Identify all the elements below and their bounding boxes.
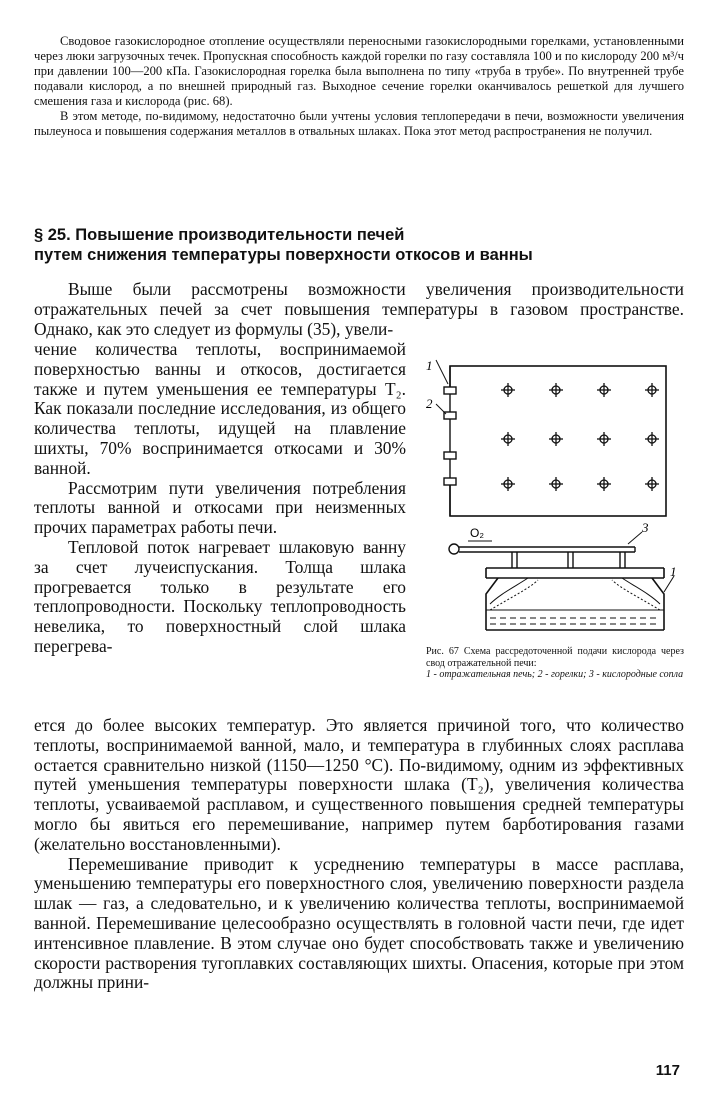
section-heading bbox=[34, 225, 684, 265]
paragraph-heat-distribution: чение количества теплоты, воспринимаемой поверхностью ванны и откосов, достигается также и путем уменьшения ее температуры T₂. Как показали последние исследования, из общего количества теплоты, идущей на плавление шихты, 70% воспринимается откосами и 30% ванной. bbox=[34, 339, 406, 478]
figure-label-o2: O₂ bbox=[470, 526, 484, 540]
top-small-text bbox=[34, 34, 684, 139]
figure-label-1-bottom: 1 bbox=[670, 564, 677, 579]
body-text-narrow bbox=[34, 340, 406, 657]
paragraph-intro: Выше были рассмотрены возможности увеличения производительности отражательных печей за счет повышения температуры в газовом пространстве. Однако, как это следует из формулы (35), увели- bbox=[34, 279, 684, 339]
section-heading-line-2: путем снижения температуры поверхности откосов и ванны bbox=[34, 246, 533, 264]
paragraph-method-note: В этом методе, по-видимому, недостаточно были учтены условия теплопередачи в печи, возможности увеличения пылеуноса и повышения содержания металлов в отвальных шлаках. Пока этот метод распространения не получил. bbox=[34, 109, 684, 138]
caption-title: Рис. 67 Схема рассредоточенной подачи кислорода через свод отражательной печи: bbox=[426, 646, 684, 669]
figure-67 bbox=[420, 354, 684, 684]
furnace-section bbox=[486, 568, 664, 630]
paragraph-mixing: Перемешивание приводит к усреднению температуры в массе расплава, уменьшению температуры его поверхностного слоя, увеличению поверхности раздела шлак — газ, а следовательно, и к увеличению количества теплоты, воспринимаемой ванной. Перемешивание целесообразно осуществлять в головной части печи, где идет интенсивное плавление. В этом случае оно будет способствовать также и увеличению скорости растворения тугоплавких составляющих шихты. Опасения, которые при этом должны прини- bbox=[34, 853, 684, 993]
body-text-full-2 bbox=[34, 716, 684, 993]
oxygen-nozzles bbox=[501, 383, 659, 491]
burner-row bbox=[444, 366, 456, 516]
caption-legend: 1 - отражательная печь; 2 - горелки; 3 - кислородные сопла bbox=[426, 669, 684, 680]
figure-label-2: 2 bbox=[426, 396, 433, 411]
slopes bbox=[490, 578, 660, 610]
figure-caption bbox=[426, 646, 684, 681]
paragraph-consider-ways: Рассмотрим пути увеличения потребления теплоты ванной и откосами при неизменных прочих параметрах работы печи. bbox=[34, 477, 406, 538]
body-text-full-1 bbox=[34, 280, 684, 339]
pipe-inlet bbox=[449, 544, 459, 554]
paragraph-overheating: ется до более высоких температур. Это является причиной того, что количество теплоты, воспринимаемой ванной, мало, и температура в глубинных слоях расплава остается сравнительно низкой (1150—1250 °С). По-видимому, одним из эффективных путей уменьшения температуры поверхности шлака (T₂), увеличения количества теплоты, усваиваемой расплавом, и существенного повышения средней температуры могло бы явиться его перемешивание, например путем барботирования газами (желательно восстановленными). bbox=[34, 715, 684, 854]
paragraph-burners: Сводовое газокислородное отопление осуществляли переносными газокислородными горелками, установленными через люки загрузочных течек. Пропускная способность каждой горелки по газу составляла 100 и по кислороду 200 м³/ч при давлении 100—200 кПа. Газокислородная горелка была выполнена по типу «труба в трубе». По внутренней трубе подавали кислород, а по внешней природный газ. Выходное сечение горелки оканчивалось решеткой для лучшего смешения газа и кислорода (рис. 68). bbox=[34, 34, 684, 108]
section-heading-line-1: § 25. Повышение производительности печей bbox=[34, 226, 405, 244]
figure-label-1-top: 1 bbox=[426, 358, 433, 373]
oxygen-pipe bbox=[459, 547, 635, 568]
paragraph-heat-flow: Тепловой поток нагревает шлаковую ванну за счет лучеиспускания. Толща шлака прогревается только в результате его теплопроводности. Поскольку теплопроводность невелика, то поверхностный слой шлака перегрева- bbox=[34, 536, 406, 656]
figure-label-3: 3 bbox=[642, 520, 649, 535]
molten-bath bbox=[486, 610, 664, 624]
furnace-diagram bbox=[420, 354, 684, 684]
furnace-roof-outline bbox=[450, 366, 666, 516]
page-number: 117 bbox=[655, 1062, 680, 1079]
